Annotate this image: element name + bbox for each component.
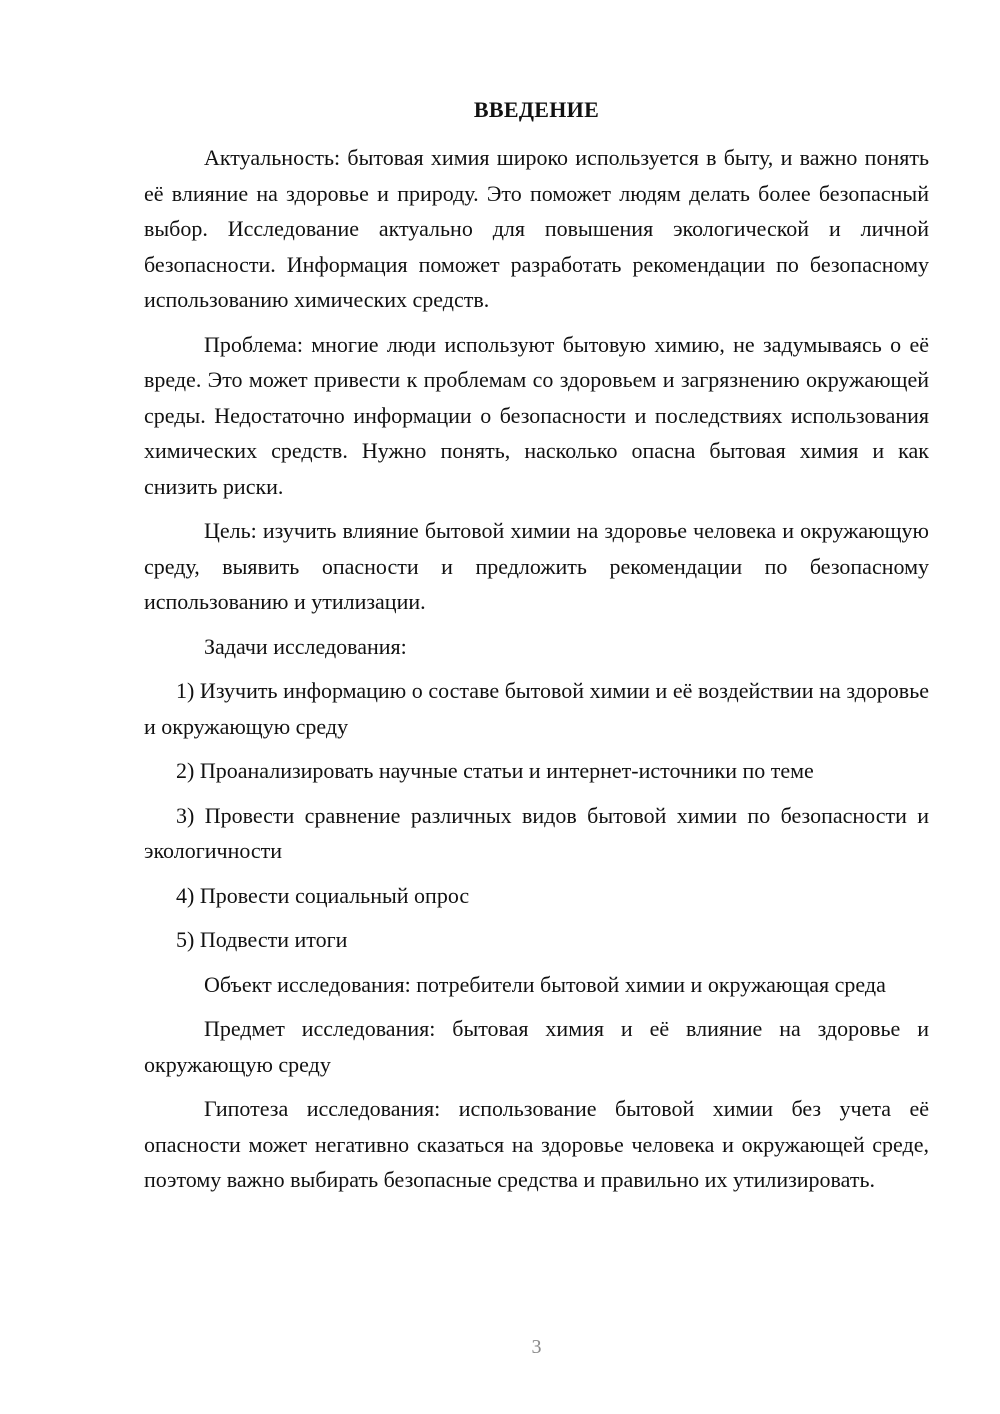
paragraph-subject: Предмет исследования: бытовая химия и её влияние на здоровье и окружающую среду	[144, 1016, 929, 1077]
paragraph-relevance: Актуальность: бытовая химия широко используется в быту, и важно понять её влияние на здоровье и природу. Это поможет людям делать более безопасный выбор. Исследование актуально для повышения экологической и личной безопасности. Информация поможет разработать рекомендации по безопасному использованию химических средств.	[144, 145, 929, 312]
page-number: 3	[531, 1336, 542, 1358]
page-title: ВВЕДЕНИЕ	[473, 97, 600, 122]
task-item-1: 1) Изучить информацию о составе бытовой химии и её воздействии на здоровье и окружающую среду	[144, 678, 929, 739]
task-item-3: 3) Провести сравнение различных видов бытовой химии по безопасности и экологичности	[144, 802, 929, 863]
task-item-2: 2) Проанализировать научные статьи и интернет-источники по теме	[176, 758, 814, 783]
paragraph-hypothesis: Гипотеза исследования: использование бытовой химии без учета её опасности может негативно сказаться на здоровье человека и окружающей среде, поэтому важно выбирать безопасные средства и правильно их утилизировать.	[144, 1096, 929, 1192]
document-body	[144, 140, 929, 1198]
paragraph-goal: Цель: изучить влияние бытовой химии на здоровье человека и окружающую среду, выявить опасности и предложить рекомендации по безопасному использованию и утилизации.	[144, 518, 929, 614]
task-item-5: 5) Подвести итоги	[176, 927, 348, 952]
task-item-4: 4) Провести социальный опрос	[176, 882, 470, 908]
paragraph-tasks-heading: Задачи исследования:	[204, 633, 407, 659]
paragraph-problem: Проблема: многие люди используют бытовую химию, не задумываясь о её вреде. Это может привести к проблемам со здоровьем и загрязнению окружающей среды. Недостаточно информации о безопасности и последствиях использования химических средств. Нужно понять, насколько опасна бытовая химия и как снизить риски.	[144, 331, 929, 499]
paragraph-object: Объект исследования: потребители бытовой химии и окружающая среда	[204, 971, 886, 997]
